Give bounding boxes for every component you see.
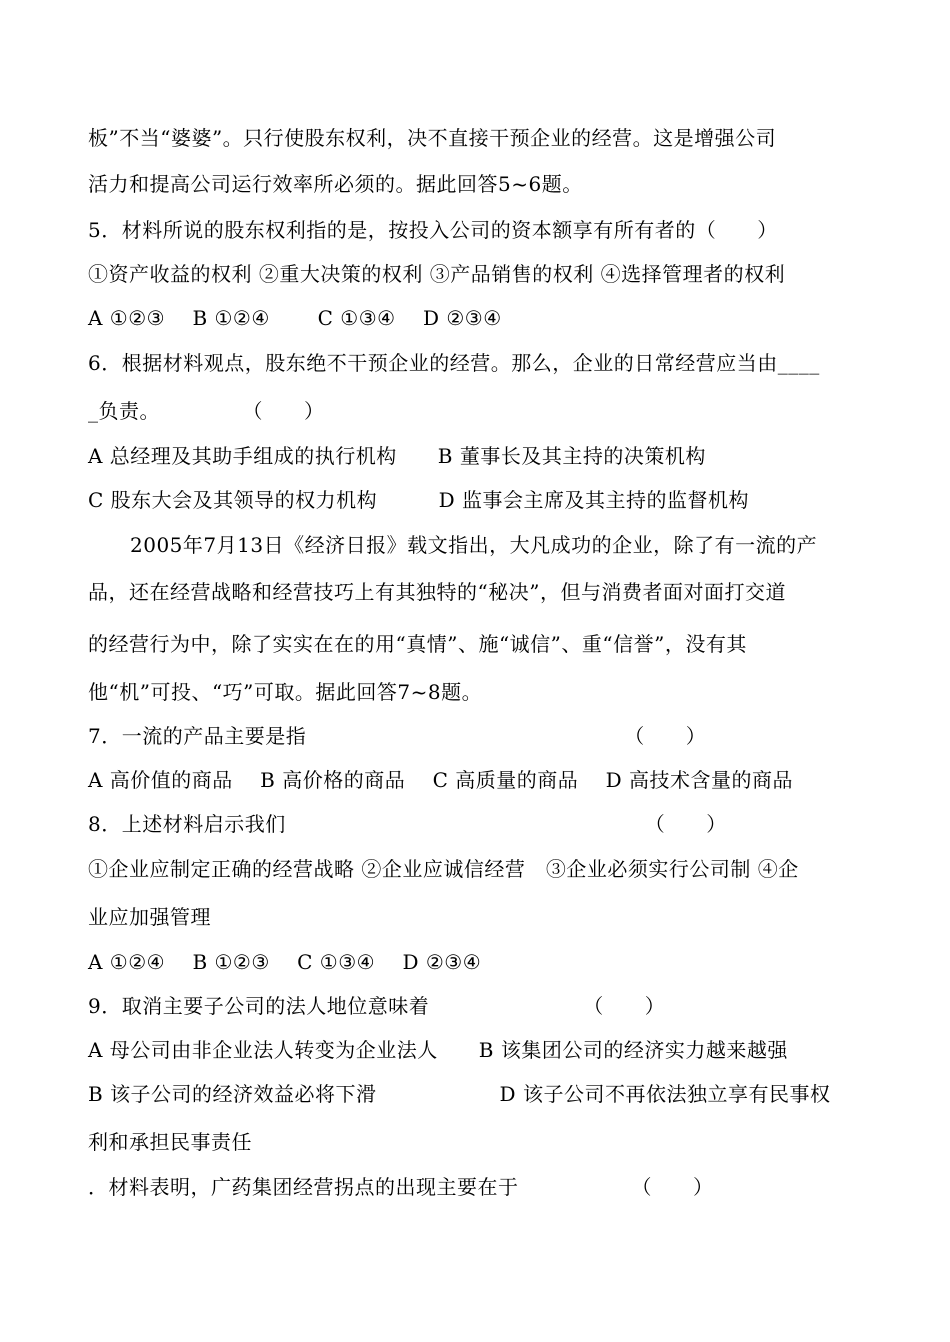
material-paragraph: 2005年7月13日《经济日报》载文指出，大凡成功的企业，除了有一流的产	[130, 533, 818, 557]
question-6: 6．根据材料观点，股东绝不干预企业的经营。那么，企业的日常经营应当由____	[88, 351, 820, 375]
question-8-statements-continued: 业应加强管理	[88, 905, 211, 929]
question-9-options-continued: 利和承担民事责任	[88, 1130, 252, 1154]
text-line: 他“机”可投、“巧”可取。据此回答7~8题。	[88, 680, 483, 704]
text-line: 板”不当“婆婆”。只行使股东权利，决不直接干预企业的经营。这是增强公司	[88, 126, 777, 150]
text-line: 的经营行为中，除了实实在在的用“真情”、施“诚信”、重“信誉”，没有其	[88, 632, 747, 656]
question-9-options-cd: B 该子公司的经济效益必将下滑 D 该子公司不再依法独立享有民事权	[88, 1082, 831, 1106]
question-5-options: A ①②③ B ①②④ C ①③④ D ②③④	[88, 306, 502, 330]
text-line: 品，还在经营战略和经营技巧上有其独特的“秘决”，但与消费者面对面打交道	[88, 580, 786, 604]
question-7-options: A 高价值的商品 B 高价格的商品 C 高质量的商品 D 高技术含量的商品	[88, 768, 793, 792]
question-6-options-ab: A 总经理及其助手组成的执行机构 B 董事长及其主持的决策机构	[88, 444, 706, 468]
question-9: 9．取消主要子公司的法人地位意味着 （ ）	[88, 994, 666, 1018]
question-9-options-ab: A 母公司由非企业法人转变为企业法人 B 该集团公司的经济实力越来越强	[88, 1038, 788, 1062]
question-5: 5．材料所说的股东权利指的是，按投入公司的资本额享有所有者的（ ）	[88, 218, 778, 242]
question-8-statements: ①企业应制定正确的经营战略 ②企业应诚信经营 ③企业必须实行公司制 ④企	[88, 857, 799, 881]
question-10: ．材料表明，广药集团经营拐点的出现主要在于 （ ）	[88, 1175, 714, 1199]
question-8-options: A ①②④ B ①②③ C ①③④ D ②③④	[88, 950, 482, 974]
question-8: 8．上述材料启示我们 （ ）	[88, 812, 727, 836]
question-5-statements: ①资产收益的权利 ②重大决策的权利 ③产品销售的权利 ④选择管理者的权利	[88, 262, 786, 286]
question-6-options-cd: C 股东大会及其领导的权力机构 D 监事会主席及其主持的监督机构	[88, 488, 750, 512]
question-6-continued: _负责。 （ ）	[88, 399, 325, 423]
question-7: 7．一流的产品主要是指 （ ）	[88, 724, 707, 748]
text-line: 活力和提高公司运行效率所必须的。据此回答5~6题。	[88, 172, 583, 196]
